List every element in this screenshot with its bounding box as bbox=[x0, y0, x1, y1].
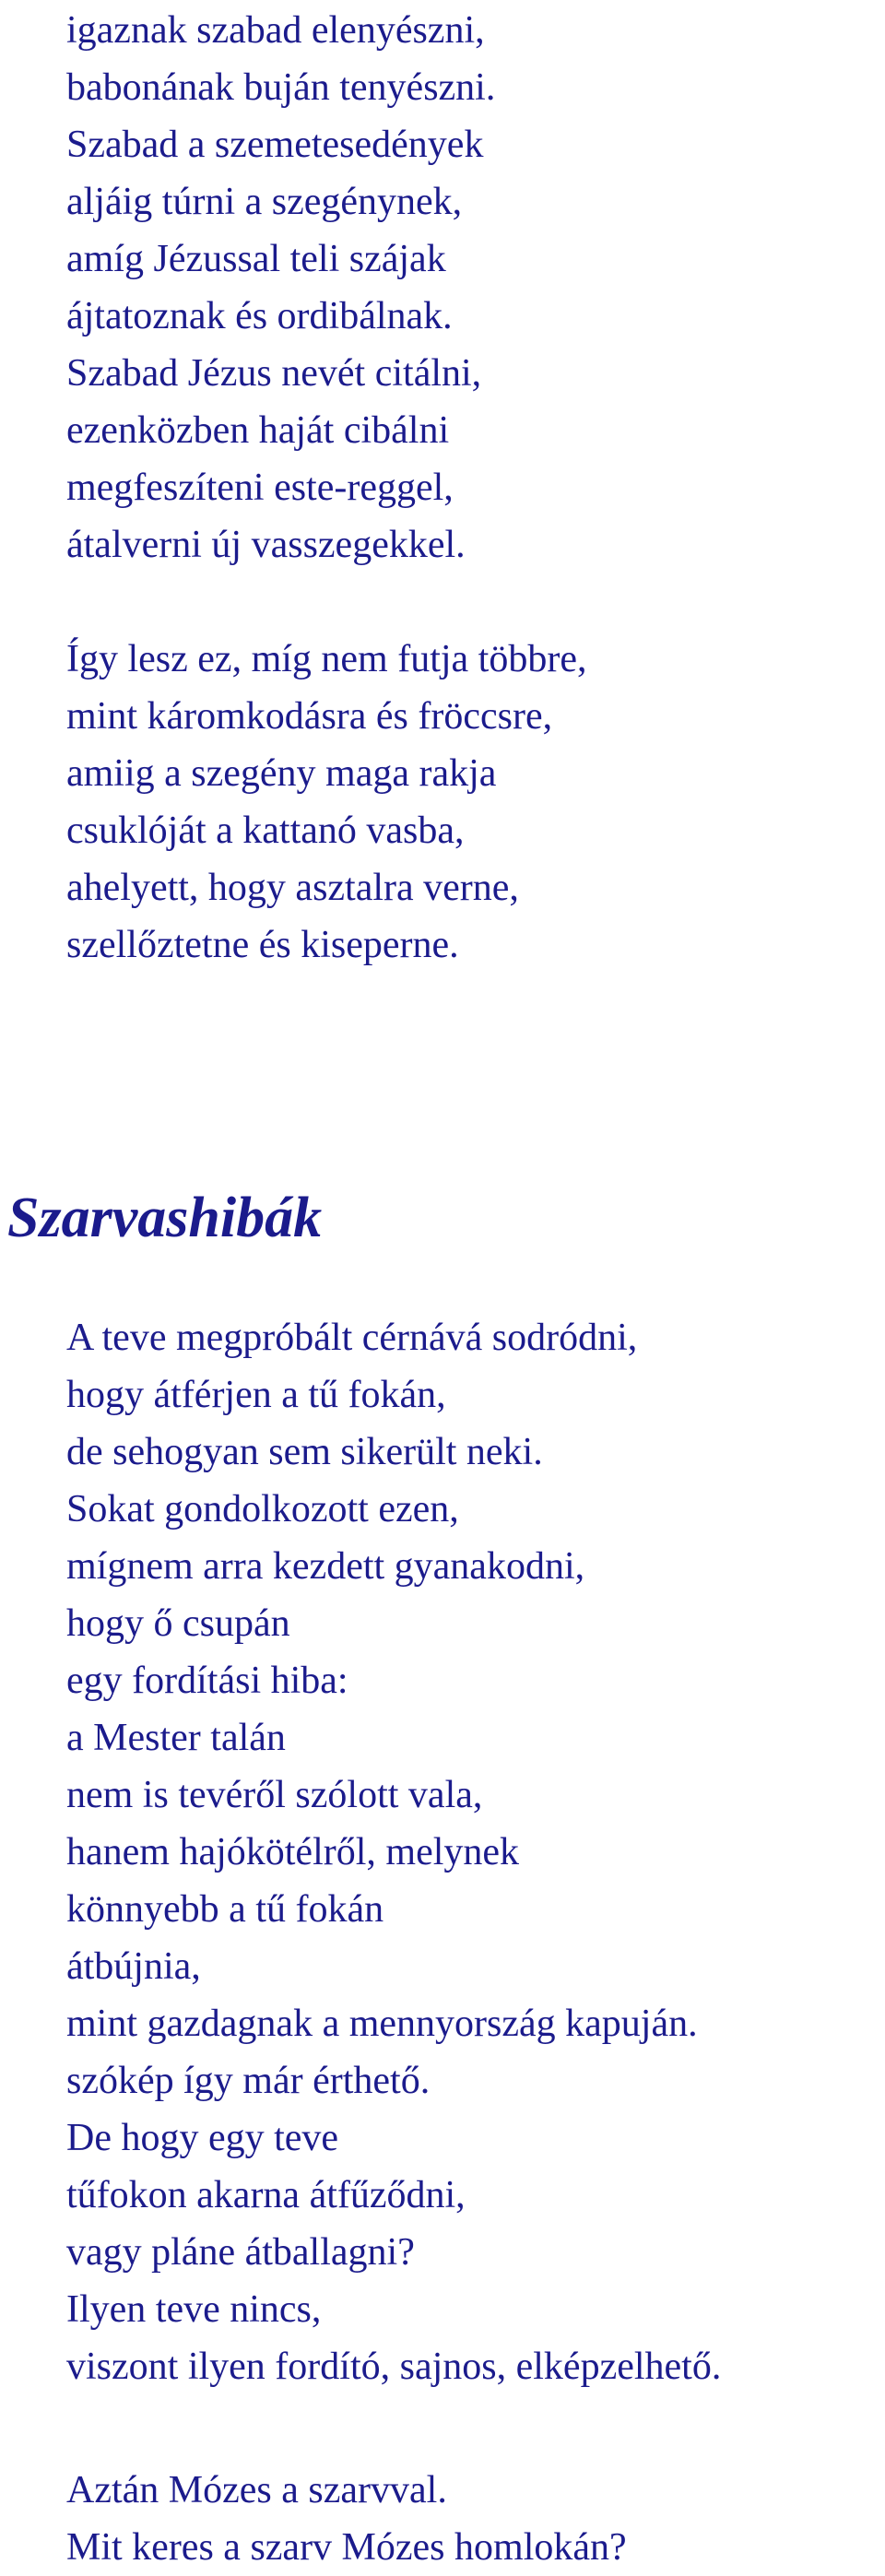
poem-line: babonának buján tenyészni. bbox=[66, 66, 496, 109]
poem-line: A teve megpróbált cérnává sodródni, bbox=[66, 1317, 638, 1359]
poem-line: ahelyett, hogy asztalra verne, bbox=[66, 867, 519, 909]
poem-line: csuklóját a kattanó vasba, bbox=[66, 809, 465, 852]
poem-line: egy fordítási hiba: bbox=[66, 1660, 348, 1702]
poem-line: De hogy egy teve bbox=[66, 2117, 339, 2159]
poem-line: mint gazdagnak a mennyország kapuján. bbox=[66, 2003, 698, 2045]
poem-line: igaznak szabad elenyészni, bbox=[66, 9, 485, 52]
poem-line: Ilyen teve nincs, bbox=[66, 2288, 322, 2331]
poem-line: ezenközben haját cibálni bbox=[66, 409, 450, 452]
poem-line: mint káromkodásra és fröccsre, bbox=[66, 695, 553, 738]
poem-line: tűfokon akarna átfűződni, bbox=[66, 2174, 466, 2216]
poem-line: vagy pláne átballagni? bbox=[66, 2231, 415, 2274]
stanza bbox=[66, 631, 586, 974]
poem-line: hogy ő csupán bbox=[66, 1602, 290, 1645]
poem-line: szókép így már érthető. bbox=[66, 2060, 431, 2102]
poem-line: mígnem arra kezdett gyanakodni, bbox=[66, 1545, 585, 1588]
poem-line: amiig a szegény maga rakja bbox=[66, 752, 497, 795]
poem-line: Szabad Jézus nevét citálni, bbox=[66, 352, 482, 395]
poem-line: megfeszíteni este-reggel, bbox=[66, 467, 454, 509]
stanza bbox=[66, 2462, 627, 2576]
poem-line: a Mester talán bbox=[66, 1717, 286, 1759]
poem-line: Aztán Mózes a szarvval. bbox=[66, 2469, 447, 2511]
stanza bbox=[66, 2, 495, 573]
poem-line: nem is tevéről szólott vala, bbox=[66, 1774, 483, 1816]
poem-line: átalverni új vasszegekkel. bbox=[66, 524, 466, 566]
poem-line: viszont ilyen fordító, sajnos, elképzelhető. bbox=[66, 2346, 722, 2388]
poem-line: átbújnia, bbox=[66, 1945, 201, 1988]
poem-line: Szabad a szemetesedények bbox=[66, 124, 484, 166]
poem-title: Szarvashibák bbox=[7, 1187, 323, 1249]
poem-line: könnyebb a tű fokán bbox=[66, 1888, 384, 1931]
stanza bbox=[66, 1309, 721, 2395]
poem-line: hanem hajókötélről, melynek bbox=[66, 1831, 520, 1873]
poem-line: hogy átférjen a tű fokán, bbox=[66, 1374, 446, 1416]
poem-line: Sokat gondolkozott ezen, bbox=[66, 1488, 459, 1530]
poem-line: Mit keres a szarv Mózes homlokán? bbox=[66, 2526, 627, 2569]
poem-line: de sehogyan sem sikerült neki. bbox=[66, 1431, 543, 1473]
poem-line: szellőztetne és kiseperne. bbox=[66, 924, 459, 966]
poem-line: ájtatoznak és ordibálnak. bbox=[66, 295, 453, 337]
poem-line: amíg Jézussal teli szájak bbox=[66, 238, 446, 280]
poem-line: Így lesz ez, míg nem futja többre, bbox=[66, 638, 587, 680]
poem-line: aljáig túrni a szegénynek, bbox=[66, 181, 463, 223]
